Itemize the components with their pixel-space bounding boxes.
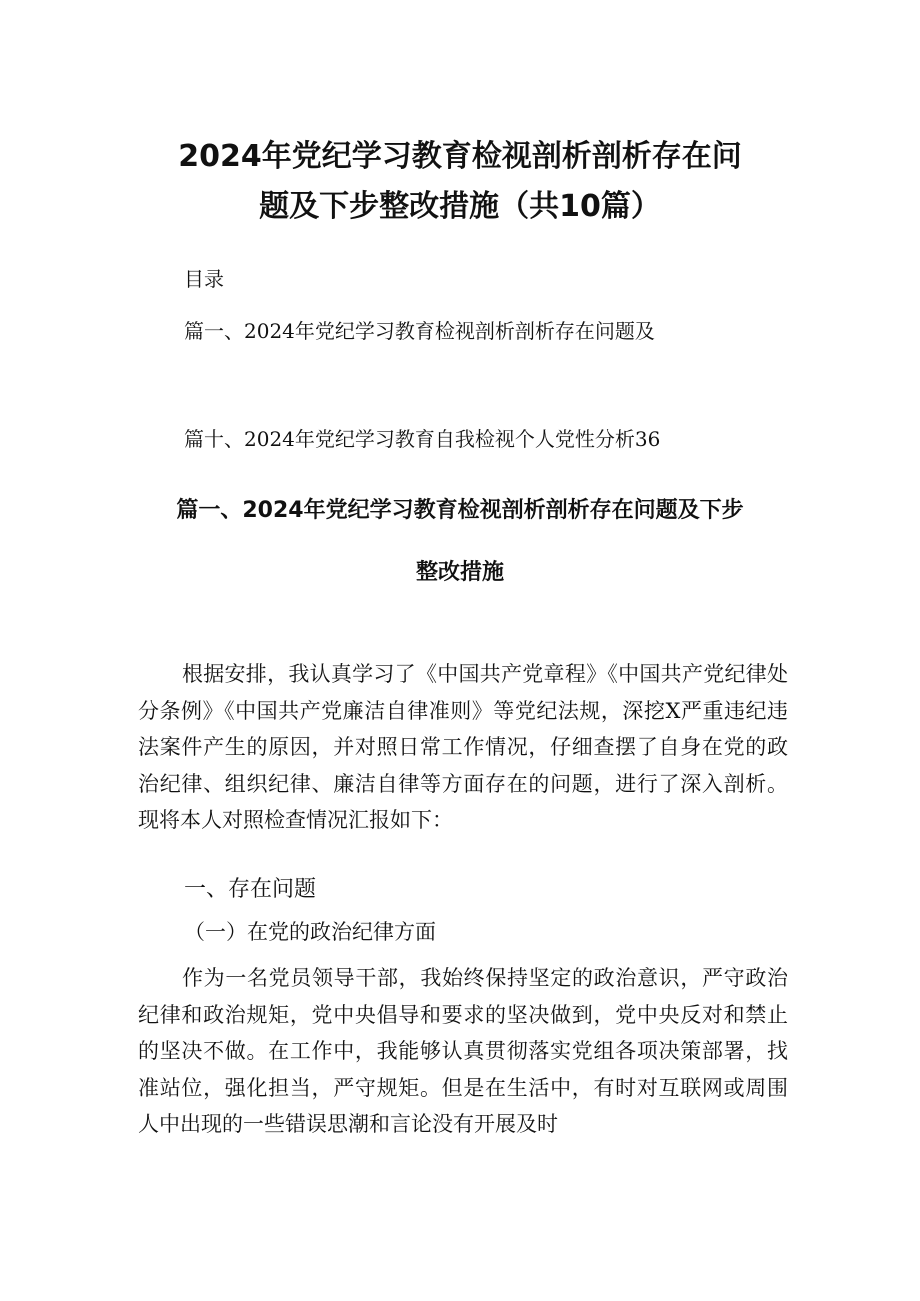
political-discipline-paragraph: 作为一名党员领导干部，我始终保持坚定的政治意识，严守政治纪律和政治规矩，党中央倡导和要求的坚决做到，党中央反对和禁止的坚决不做。在工作中，我能够认真贯彻落实党组各项决策部署，找准站位，强化担当，严守规矩。但是在生活中，有时对互联网或周围人中出现的一些错误思潮和言论没有开展及时: [138, 966, 788, 1136]
section-title-line-2: 整改措施: [415, 560, 504, 585]
document-title-line-1: 2024年党纪学习教育检视剖析剖析存在问: [178, 139, 742, 174]
toc-item-1[interactable]: 篇一、2024年党纪学习教育检视剖析剖析存在问题及: [184, 319, 655, 343]
heading-existing-problems: 一、存在问题: [184, 877, 317, 902]
toc-item-10[interactable]: 篇十、2024年党纪学习教育自我检视个人党性分析36: [184, 427, 661, 451]
section-title-line-1: 篇一、2024年党纪学习教育检视剖析剖析存在问题及下步: [176, 498, 744, 523]
document-title-line-2: 题及下步整改措施（共10篇）: [259, 189, 661, 224]
document-title: [130, 132, 790, 232]
toc-heading: 目录: [184, 267, 224, 291]
intro-paragraph: 根据安排，我认真学习了《中国共产党章程》《中国共产党纪律处分条例》《中国共产党廉洁自律准则》等党纪法规，深挖X严重违纪违法案件产生的原因，并对照日常工作情况，仔细查摆了自身在党的政治纪律、组织纪律、廉洁自律等方面存在的问题，进行了深入剖析。现将本人对照检查情况汇报如下：: [138, 662, 788, 832]
heading-political-discipline: （一）在党的政治纪律方面: [184, 920, 436, 944]
